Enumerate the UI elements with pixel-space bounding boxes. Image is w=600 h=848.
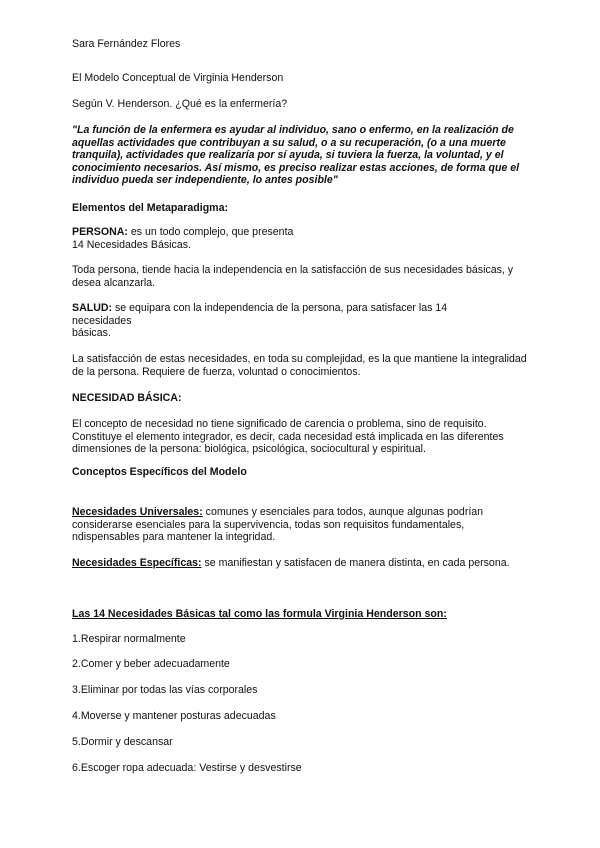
salud-definition: [72, 302, 472, 340]
list-item: 3.Eliminar por todas las vías corporales: [72, 684, 258, 696]
salud-paragraph: La satisfacción de estas necesidades, en toda su complejidad, es la que mantiene la integralidad de la persona. Requiere de fuerza, voluntad o conocimientos.: [72, 353, 527, 378]
persona-label: PERSONA:: [72, 226, 128, 238]
universales-text: comunes y esenciales para todos, aunque algunas podrían considerarse esenciales para la supervivencia, todas son requisitos fundamentales, ndispensables para mantener la integridad.: [72, 506, 484, 544]
persona-text-line2: 14 Necesidades Básicas.: [72, 238, 191, 251]
list-item: 4.Moverse y mantener posturas adecuadas: [72, 710, 276, 722]
salud-text-line3: básicas.: [72, 327, 111, 340]
list-item: 2.Comer y beber adecuadamente: [72, 658, 230, 670]
needs-list-heading: Las 14 Necesidades Básicas tal como las formula Virginia Henderson son:: [72, 608, 447, 620]
necesidad-paragraph: El concepto de necesidad no tiene significado de carencia o problema, sino de requisito. Constituye el elemento integrador, es decir, cada necesidad está implicada en las diferentes dimensiones de la persona: biológica, psicológica, sociocultural y espiritual.: [72, 418, 504, 456]
list-item: 5.Dormir y descansar: [72, 736, 173, 748]
necesidad-heading: NECESIDAD BÁSICA:: [72, 392, 182, 404]
document-title: El Modelo Conceptual de Virginia Henderson: [72, 72, 284, 84]
universales-label: Necesidades Universales:: [72, 506, 203, 518]
list-item: 6.Escoger ropa adecuada: Vestirse y desvestirse: [72, 762, 302, 774]
salud-label: SALUD:: [72, 302, 113, 314]
metaparadigm-heading: Elementos del Metaparadigma:: [72, 202, 229, 214]
persona-text: es un todo complejo, que presenta: [127, 226, 294, 238]
persona-definition: [72, 226, 532, 251]
especificas-definition: [72, 557, 532, 570]
salud-text: se equipara con la independencia de la persona, para satisfacer las 14 necesidades: [72, 302, 448, 327]
persona-paragraph: Toda persona, tiende hacia la independencia en la satisfacción de sus necesidades básicas, y desea alcanzarla.: [72, 264, 514, 289]
conceptos-heading: Conceptos Específicos del Modelo: [72, 466, 247, 478]
especificas-label: Necesidades Específicas:: [72, 557, 202, 569]
author-name: Sara Fernández Flores: [72, 38, 181, 50]
universales-definition: [72, 506, 532, 544]
question-line: Según V. Henderson. ¿Qué es la enfermería?: [72, 98, 288, 110]
list-item: 1.Respirar normalmente: [72, 633, 186, 645]
especificas-text: se manifiestan y satisfacen de manera distinta, en cada persona.: [201, 557, 510, 569]
henderson-quote: "La función de la enfermera es ayudar al individuo, sano o enfermo, en la realización de aquellas actividades que contribuyan a su salud, o a su recuperación, (o a una muerte tranquila), actividades que realizaría por sí ayuda, si tuviera la fuerza, la voluntad, y el conocimiento necesarios. Así mismo, es preciso realizar estas acciones, de forma que el individuo pueda ser independiente, lo antes posible": [72, 124, 520, 187]
